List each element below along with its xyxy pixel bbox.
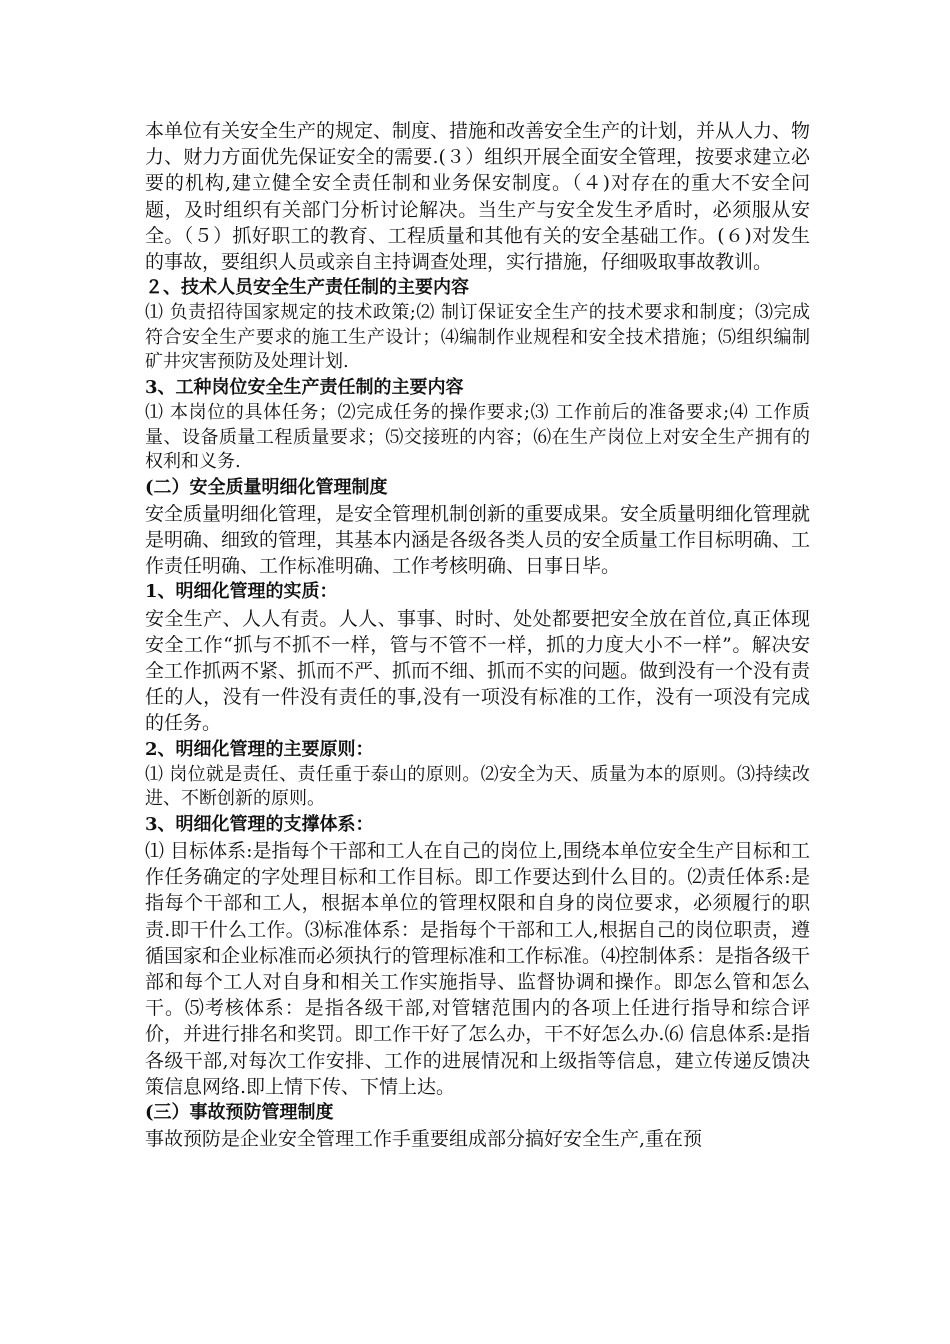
paragraph-principles: ⑴ 岗位就是责任、责任重于泰山的原则。⑵安全为天、质量为本的原则。⑶持续改进、不断创新的原则。 [145, 763, 810, 810]
heading-principles: 2、明细化管理的主要原则： [145, 738, 374, 760]
paragraph-job-positions: ⑴ 本岗位的具体任务；⑵完成任务的操作要求;⑶ 工作前后的准备要求;⑷ 工作质量、设备质量工程质量要求；⑸交接班的内容；⑹在生产岗位上对安全生产拥有的权利和义务. [145, 402, 810, 473]
paragraph-technical-staff: ⑴ 负责招待国家规定的技术政策;⑵ 制订保证安全生产的技术要求和制度；⑶完成符合安全生产要求的施工生产设计；⑷编制作业规程和安全技术措施；⑸组织编制矿井灾害预防及处理计划. [145, 302, 810, 373]
paragraph-section-two: 安全质量明细化管理，是安全管理机制创新的重要成果。安全质量明细化管理就是明确、细致的管理，其基本内涵是各级各类人员的安全质量工作目标明确、工作责任明确、工作标准明确、工作考核明确、日事日毕。 [145, 502, 811, 578]
paragraph-section-three: 事故预防是企业安全管理工作手重要组成部分搞好安全生产,重在预 [145, 1128, 703, 1151]
heading-section-three: (三）事故预防管理制度 [145, 1102, 334, 1124]
heading-support-system: 3、明细化管理的支撑体系： [145, 813, 374, 835]
heading-technical-staff: ２、技术人员安全生产责任制的主要内容 [145, 277, 469, 299]
heading-job-positions: 3、工种岗位安全生产责任制的主要内容 [145, 376, 464, 398]
paragraph-essence: 安全生产、人人有责。人人、事事、时时、处处都要把安全放在首位,真正体现安全工作“抓与不抓不一样，管与不管不一样，抓的力度大小不一样”。解决安全工作抓两不紧、抓而不严、抓而不细、抓而不实的问题。做到没有一个没有责任的人，没有一件没有责任的事,没有一项没有标准的工作，没有一项没有完成的任务。 [145, 607, 811, 735]
paragraph-support-system: ⑴ 目标体系:是指每个干部和工人在自己的岗位上,围绕本单位安全生产目标和工作任务确定的字处理目标和工作目标。即工作要达到什么目的。⑵责任体系:是指每个干部和工人，根据本单位的管理权限和自身的岗位要求，必须履行的职责.即干什么工作。⑶标准体系：是指每个干部和工人,根据自己的岗位职责，遵循国家和企业标准而必须执行的管理标准和工作标准。⑷控制体系：是指各级干部和每个工人对自身和相关工作实施指导、监督协调和操作。即怎么管和怎么干。⑸考核体系：是指各级干部,对管辖范围内的各项上任进行指导和综合评价，并进行排名和奖罚。即工作干好了怎么办，干不好怎么办.⑹ 信息体系:是指各级干部,对每次工作安排、工作的进展情况和上级指等信息，建立传递反馈决策信息网络.即上情下传、下情上达。 [145, 840, 811, 1098]
document-page [145, 118, 810, 1153]
heading-essence: 1、明细化管理的实质： [145, 581, 338, 603]
heading-section-two: (二）安全质量明细化管理制度 [145, 476, 388, 498]
paragraph-responsibilities: 本单位有关安全生产的规定、制度、措施和改善安全生产的计划，并从人力、物力、财力方面优先保证安全的需要.(３）组织开展全面安全管理，按要求建立必要的机构,建立健全安全责任制和业务保安制度。（４)对存在的重大不安全问题，及时组织有关部门分析讨论解决。当生产与安全发生矛盾时，必须服从安全。（５）抓好职工的教育、工程质量和其他有关的安全基础工作。(６)对发生的事故，要组织人员或亲自主持调查处理，实行措施，仔细吸取事故教训。 [145, 120, 811, 274]
